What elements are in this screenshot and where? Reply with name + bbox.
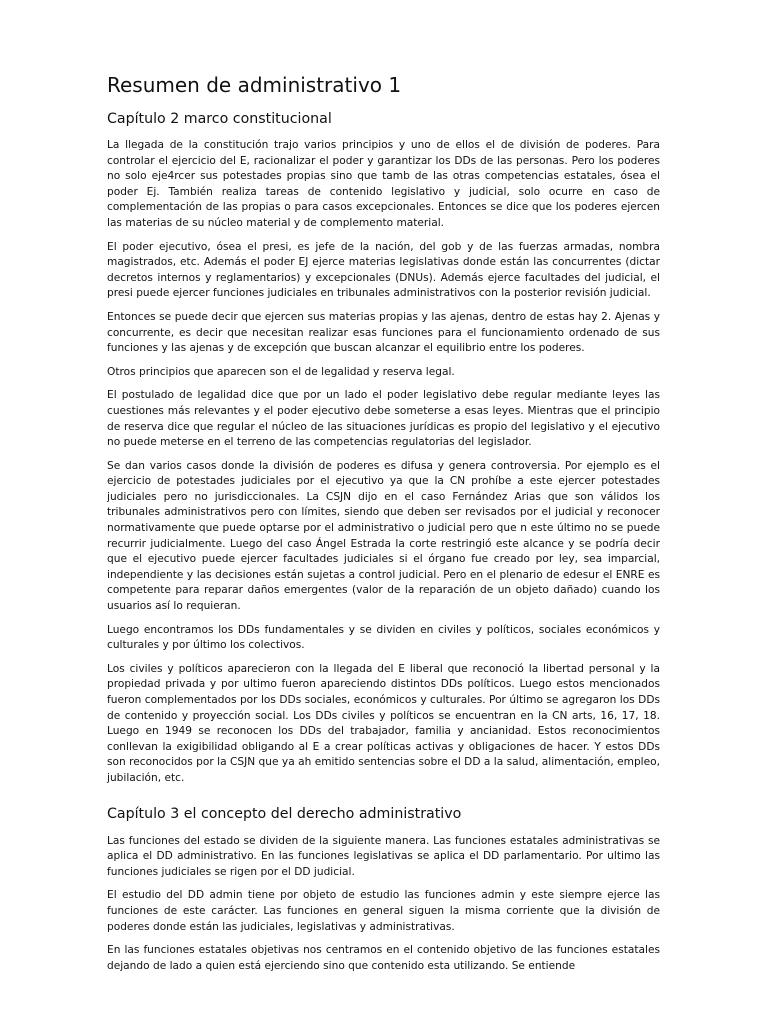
paragraph: Otros principios que aparecen son el de legalidad y reserva legal. [107,365,455,378]
paragraph: La llegada de la constitución trajo varios principios y uno de ellos el de división de poderes. Para controlar el ejercicio del E, racionalizar el poder y garantizar los DDs de las personas. Pero los poderes no solo eje4rcer sus potestades propias sino que tamb de las otras competencias estatales, ósea el poder Ej. También realiza tareas de contenido legislativo y judicial, solo ocurre en caso de complementación de las propias o para casos excepcionales. Entonces se dice que los poderes ejercen las materias de su núcleo material y de complemento material. [107,139,660,229]
document-body [107,72,660,982]
paragraph: En las funciones estatales objetivas nos centramos en el contenido objetivo de las funciones estatales dejando de lado a quien está ejerciendo sino que contenido esta utilizando. Se entiende [107,944,660,972]
paragraph: Los civiles y políticos aparecieron con la llegada del E liberal que reconoció la libertad personal y la propiedad privada y por ultimo fueron apareciendo distintos DDs políticos. Luego estos mencionados fueron complementados por los DDs sociales, económicos y culturales. Por último se agregaron los DDs de contenido y proyección social. Los DDs civiles y políticos se encuentran en la CN arts, 16, 17, 18. Luego en 1949 se reconocen los DDs del trabajador, familia y ancianidad. Estos reconocimientos conllevan la exigibilidad obligando al E a crear políticas activas y obligaciones de hacer. Y estos DDs son reconocidos por la CSJN que ya ah emitido sentencias sobre el DD a la salud, alimentación, empleo, jubilación, etc. [107,662,660,784]
paragraph: Las funciones del estado se dividen de la siguiente manera. Las funciones estatales administrativas se aplica el DD administrativo. En las funciones legislativas se aplica el DD parlamentario. Por ultimo las funciones judiciales se rigen por el DD judicial. [107,834,660,878]
document-title: Resumen de administrativo 1 [107,73,402,97]
paragraph: El estudio del DD admin tiene por objeto de estudio las funciones admin y este siempre ejerce las funciones de este carácter. Las funciones en general siguen la misma corriente que la división de poderes donde están las judiciales, legislativas y administrativas. [107,889,660,933]
paragraph: Se dan varios casos donde la división de poderes es difusa y genera controversia. Por ejemplo es el ejercicio de potestades judiciales por el ejecutivo ya que la CN prohíbe a este ejercer potestades judiciales pero no jurisdiccionales. La CSJN dijo en el caso Fernández Arias que son válidos los tribunales administrativos pero con límites, siendo que deben ser revisados por el judicial y reconocer normativamente que puede optarse por el administrativo o judicial pero que n este último no se puede recurrir judicialmente. Luego del caso Ángel Estrada la corte restringió este alcance y se podría decir que el ejecutivo puede ejercer facultades judiciales si el órgano fue creado por ley, sea imparcial, independiente y las decisiones están sujetas a control judicial. Pero en el plenario de edesur el ENRE es competente para reparar daños emergentes (valor de la reparación de un objeto dañado) cuando los usuarios así lo requieran. [107,459,660,613]
paragraph: El poder ejecutivo, ósea el presi, es jefe de la nación, del gob y de las fuerzas armadas, nombra magistrados, etc. Además el poder EJ ejerce materias legislativas donde están las concurrentes (dictar decretos internos y reglamentarios) y excepcionales (DNUs). Además ejerce facultades del judicial, el presi puede ejercer funciones judiciales en tribunales administrativos con la posterior revisión judicial. [107,240,660,300]
paragraph: El postulado de legalidad dice que por un lado el poder legislativo debe regular mediante leyes las cuestiones más relevantes y el poder ejecutivo debe someterse a esas leyes. Mientras que el principio de reserva dice que regular el núcleo de las situaciones jurídicas es propio del legislativo y el ejecutivo no puede meterse en el terreno de las competencias regulatorias del legislador. [107,389,660,449]
paragraph: Luego encontramos los DDs fundamentales y se dividen en civiles y políticos, sociales económicos y culturales y por último los colectivos. [107,623,660,652]
section-heading-chapter-2: Capítulo 2 marco constitucional [107,111,332,127]
section-heading-chapter-3: Capítulo 3 el concepto del derecho administrativo [107,805,462,822]
paragraph: Entonces se puede decir que ejercen sus materias propias y las ajenas, dentro de estas hay 2. Ajenas y concurrente, es decir que necesitan realizar esas funciones para el funcionamiento ordenado de sus funciones y las ajenas y de excepción que buscan alcanzar el equilibrio entre los poderes. [107,310,660,355]
